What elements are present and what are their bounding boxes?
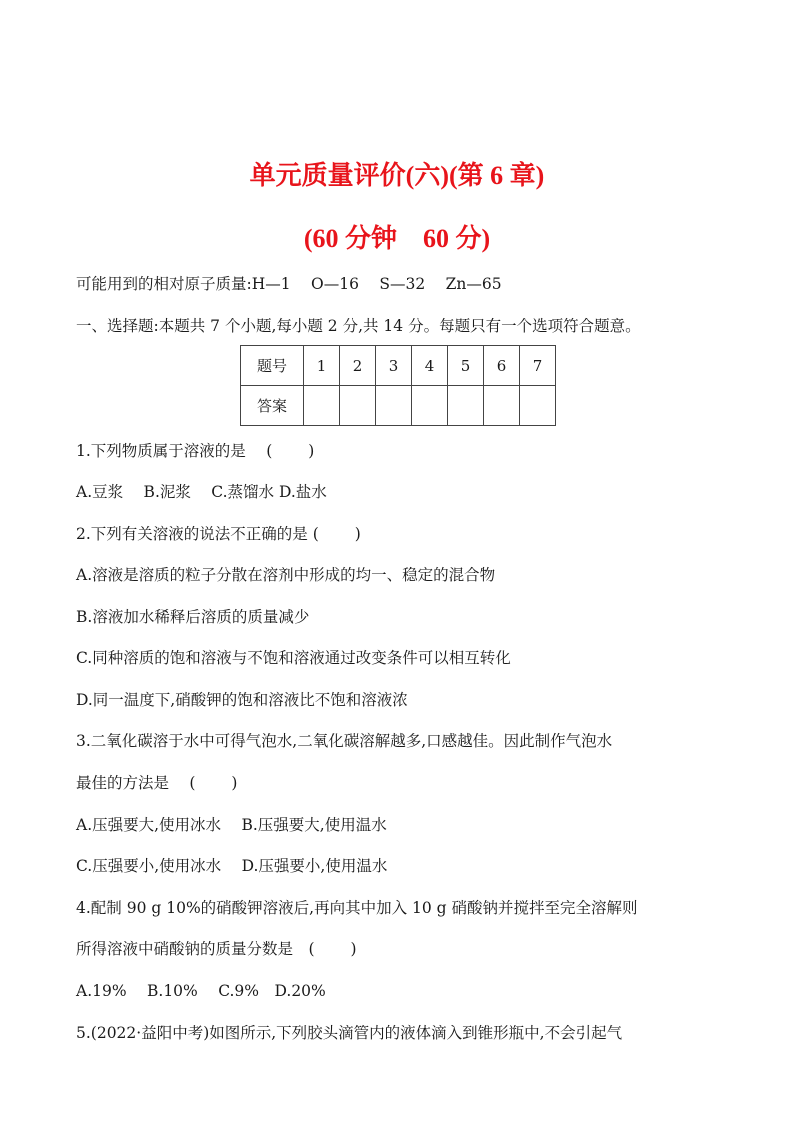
page-title: 单元质量评价(六)(第 6 章) bbox=[249, 161, 545, 190]
question-3-options-cd: C.压强要小,使用冰水 D.压强要小,使用温水 bbox=[76, 857, 388, 875]
question-2-option-a: A.溶液是溶质的粒子分散在溶剂中形成的均一、稳定的混合物 bbox=[76, 566, 496, 584]
answer-table-answer-label: 答案 bbox=[241, 386, 304, 426]
page-subtitle: (60 分钟 60 分) bbox=[303, 224, 491, 253]
question-2-option-b: B.溶液加水稀释后溶质的质量减少 bbox=[76, 608, 310, 626]
question-4-stem-continued: 所得溶液中硝酸钠的质量分数是 ( ) bbox=[76, 940, 357, 958]
section-heading: 一、选择题:本题共 7 个小题,每小题 2 分,共 14 分。每题只有一个选项符合题意。 bbox=[76, 317, 641, 335]
question-4-stem: 4.配制 90 g 10%的硝酸钾溶液后,再向其中加入 10 g 硝酸钠并搅拌至完全溶解则 bbox=[76, 899, 638, 917]
answer-table-number: 1 bbox=[304, 346, 340, 386]
answer-table-number: 5 bbox=[448, 346, 484, 386]
answer-cell[interactable] bbox=[448, 386, 484, 426]
question-4-options: A.19% B.10% C.9% D.20% bbox=[76, 982, 326, 1000]
question-3-stem: 3.二氧化碳溶于水中可得气泡水,二氧化碳溶解越多,口感越佳。因此制作气泡水 bbox=[76, 732, 613, 750]
answer-cell[interactable] bbox=[376, 386, 412, 426]
question-1-stem: 1.下列物质属于溶液的是 ( ) bbox=[76, 442, 315, 460]
answer-cell[interactable] bbox=[520, 386, 556, 426]
answer-cell[interactable] bbox=[304, 386, 340, 426]
question-3-options-ab: A.压强要大,使用冰水 B.压强要大,使用温水 bbox=[76, 816, 387, 834]
answer-cell[interactable] bbox=[340, 386, 376, 426]
answer-table-number: 6 bbox=[484, 346, 520, 386]
answer-cell[interactable] bbox=[412, 386, 448, 426]
answer-table-answer-row bbox=[241, 386, 556, 426]
answer-table-number-label: 题号 bbox=[241, 346, 304, 386]
answer-table-number: 2 bbox=[340, 346, 376, 386]
question-3-stem-continued: 最佳的方法是 ( ) bbox=[76, 774, 238, 792]
question-1-options: A.豆浆 B.泥浆 C.蒸馏水 D.盐水 bbox=[76, 483, 327, 501]
answer-table-number-row bbox=[241, 346, 556, 386]
answer-cell[interactable] bbox=[484, 386, 520, 426]
answer-table-number: 4 bbox=[412, 346, 448, 386]
question-2-option-d: D.同一温度下,硝酸钾的饱和溶液比不饱和溶液浓 bbox=[76, 691, 408, 709]
question-5-stem: 5.(2022·益阳中考)如图所示,下列胶头滴管内的液体滴入到锥形瓶中,不会引起气 bbox=[76, 1024, 623, 1042]
answer-table bbox=[240, 345, 556, 426]
atomic-masses: 可能用到的相对原子质量:H—1 O—16 S—32 Zn—65 bbox=[76, 275, 502, 293]
answer-table-number: 7 bbox=[520, 346, 556, 386]
question-2-option-c: C.同种溶质的饱和溶液与不饱和溶液通过改变条件可以相互转化 bbox=[76, 649, 511, 667]
answer-table-number: 3 bbox=[376, 346, 412, 386]
question-2-stem: 2.下列有关溶液的说法不正确的是 ( ) bbox=[76, 525, 361, 543]
